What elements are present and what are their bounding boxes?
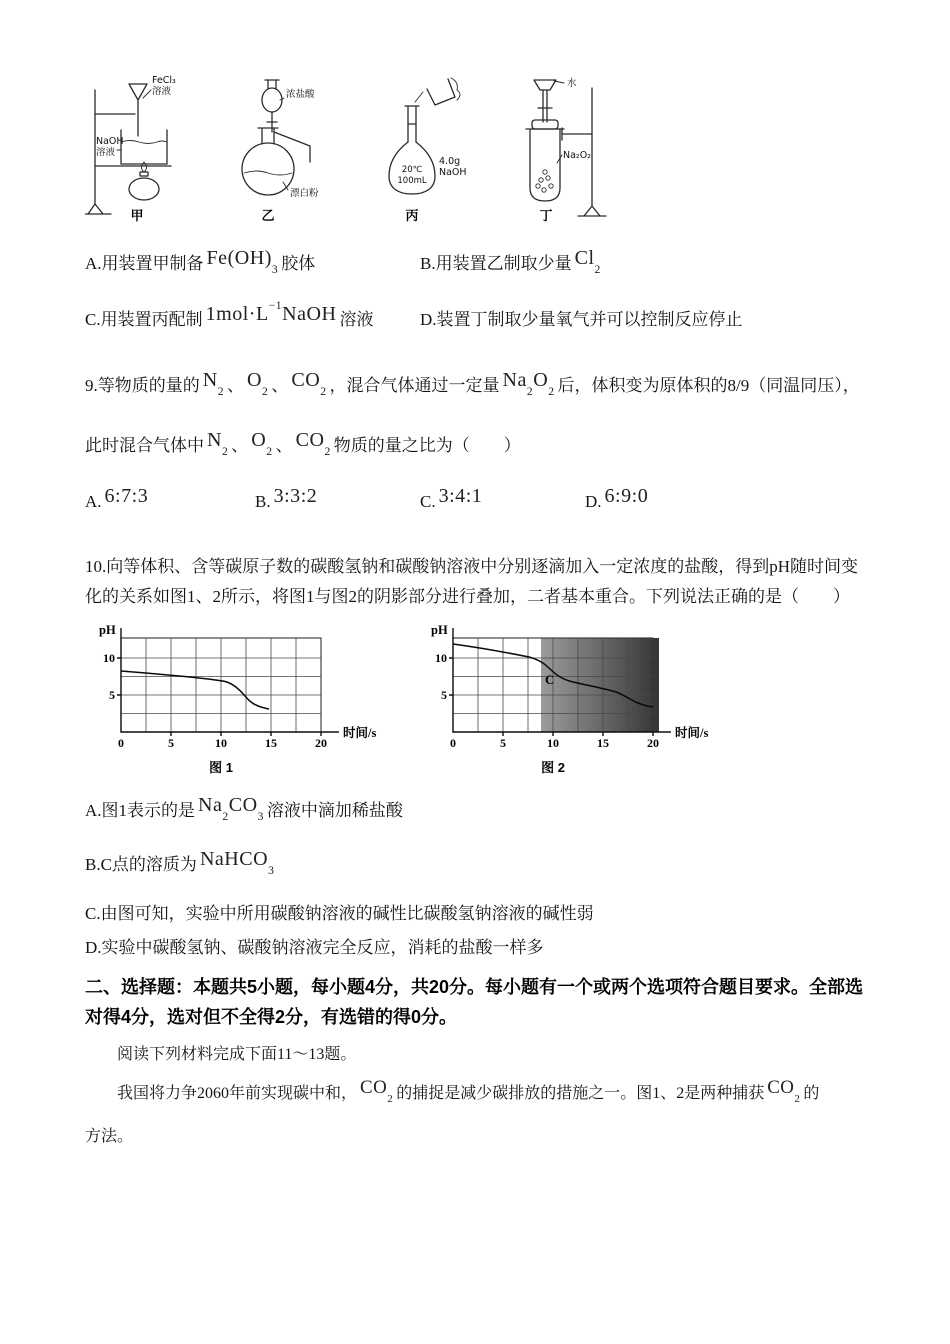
apparatus-ding-diagram [500,70,610,222]
apparatus-ding-caption: 丁 [539,208,553,222]
fig1-xtick-0: 0 [118,736,124,750]
fig2-point-c-label: C [545,672,555,687]
q8-option-b: B.用装置乙制取少量 $Cl_2$ [420,247,601,277]
q8-option-a: A.用装置甲制备 $Fe(OH)_3$ 胶体 [85,247,316,277]
q9-option-b: B. 3:3:2 [255,485,318,511]
q9-option-d: D. 6:9:0 [585,485,649,511]
q10-option-d: D.实验中碳酸氢钠、碳酸钠溶液完全反应，消耗的盐酸一样多 [85,938,544,957]
ding-stand-and-tube [526,80,606,216]
fig2-xtick-15: 15 [597,736,609,750]
fig1-xtick-10: 10 [215,736,227,750]
fig1-axes [121,628,339,732]
fig2-xtick-10: 10 [547,736,559,750]
apparatus-jia-diagram [85,70,200,222]
graph-figure-1 [91,620,409,780]
graph-figure-2 [423,620,741,780]
fig2-xtick-20: 20 [647,736,659,750]
fig1-ticks [117,658,321,736]
fecl3-solution-label-line2: 溶液 [152,86,172,97]
q8-option-d: D.装置丁制取少量氧气并可以控制反应停止 [420,310,743,329]
fig2-shaded-region [541,638,659,732]
na2o2-label: Na₂O₂ [563,150,592,161]
fig1-xtick-5: 5 [168,736,174,750]
apparatus-jia-caption: 甲 [130,208,144,222]
q8-options-row-cd [85,299,865,336]
material-paragraph-line2: 方法。 [85,1128,134,1145]
material-paragraph-line1: 我国将力争2060年前实现碳中和， $CO_2$ 的捕捉是减少碳排放的措施之一。图1、2是两种捕获 $CO_2$ 的 [117,1077,820,1105]
fig2-xlabel: 时间/s [675,726,709,740]
flask-volume-label: 100mL [397,176,427,186]
bleaching-powder-label: 漂白粉 [290,188,319,199]
q9-stem-line1: 9.等物质的量的 $N_2$ 、 $O_2$ 、 $CO_2$ ，混合气体通过一定量 $Na_2O_2$ 后，体积变为原体积的8/9（同温同压）， [85,369,860,399]
section-2-header: 二、选择题：本题共5小题，每小题4分，共20分。每小题有一个或两个选项符合题目要求。全部选对得4分，选对但不全得2分，有选错的得0分。 [85,977,864,1027]
concentrated-hcl-label: 浓盐酸 [286,89,315,100]
q9-stem-line2: 此时混合气体中 $N_2$ 、 $O_2$ 、 $CO_2$ 物质的量之比为（ ） [85,429,521,459]
naoh-name-label: NaOH [439,167,467,178]
q9-option-c: C. 3:4:1 [420,485,483,511]
fig1-ytick-5: 5 [109,688,115,702]
naoh-solution-label-line2: 溶液 [96,147,116,158]
q8-option-c: C.用装置丙配制 $1mol\cdot L^{-1}NaOH$ 溶液 [85,299,374,329]
fig1-caption: 图 1 [209,760,233,775]
fig1-ytick-10: 10 [103,651,115,665]
q10-option-b: B.C点的溶质为 NaHCO$_3$ [85,848,275,878]
fig2-ytick-10: 10 [435,651,447,665]
q9-options-row [85,486,865,518]
apparatus-yi-diagram [220,70,345,222]
naoh-solution-label-line1: NaOH [96,136,124,147]
fig2-ylabel: pH [431,623,448,637]
reading-note: 阅读下列材料完成下面11～13题。 [117,1046,357,1063]
naoh-mass-label: 4.0g [439,156,461,167]
q10-graphs-row [91,620,865,780]
fig2-xtick-0: 0 [450,736,456,750]
fig1-xlabel: 时间/s [343,726,377,740]
water-label: 水 [567,78,577,89]
q10-option-c: C.由图可知，实验中所用碳酸钠溶液的碱性比碳酸氢钠溶液的碱性弱 [85,904,594,923]
apparatus-bing-diagram [365,70,480,222]
fecl3-solution-label-line1: FeCl₃ [152,75,176,86]
apparatus-bing-caption: 丙 [405,208,419,222]
fig2-caption: 图 2 [541,760,565,775]
fig1-xtick-15: 15 [265,736,277,750]
apparatus-diagrams-row [85,70,865,222]
q9-option-a: A. 6:7:3 [85,485,149,511]
fig1-grid [121,638,321,732]
fig1-xtick-20: 20 [315,736,327,750]
apparatus-yi-caption: 乙 [261,208,275,222]
flask-temp-label: 20℃ [401,165,423,175]
fig1-ylabel: pH [99,623,116,637]
q10-option-a: A.图1表示的是 $Na_2CO_3$ 溶液中滴加稀盐酸 [85,794,403,824]
fig2-xtick-5: 5 [500,736,506,750]
q8-options-row-ab [85,248,865,280]
fig2-ytick-5: 5 [441,688,447,702]
q10-stem: 10.向等体积、含等碳原子数的碳酸氢钠和碳酸钠溶液中分别逐滴加入一定浓度的盐酸，得到pH随时间变化的关系如图1、2所示，将图1与图2的阴影部分进行叠加，二者基本重合。下列说法正确的是（ ） [85,557,859,606]
